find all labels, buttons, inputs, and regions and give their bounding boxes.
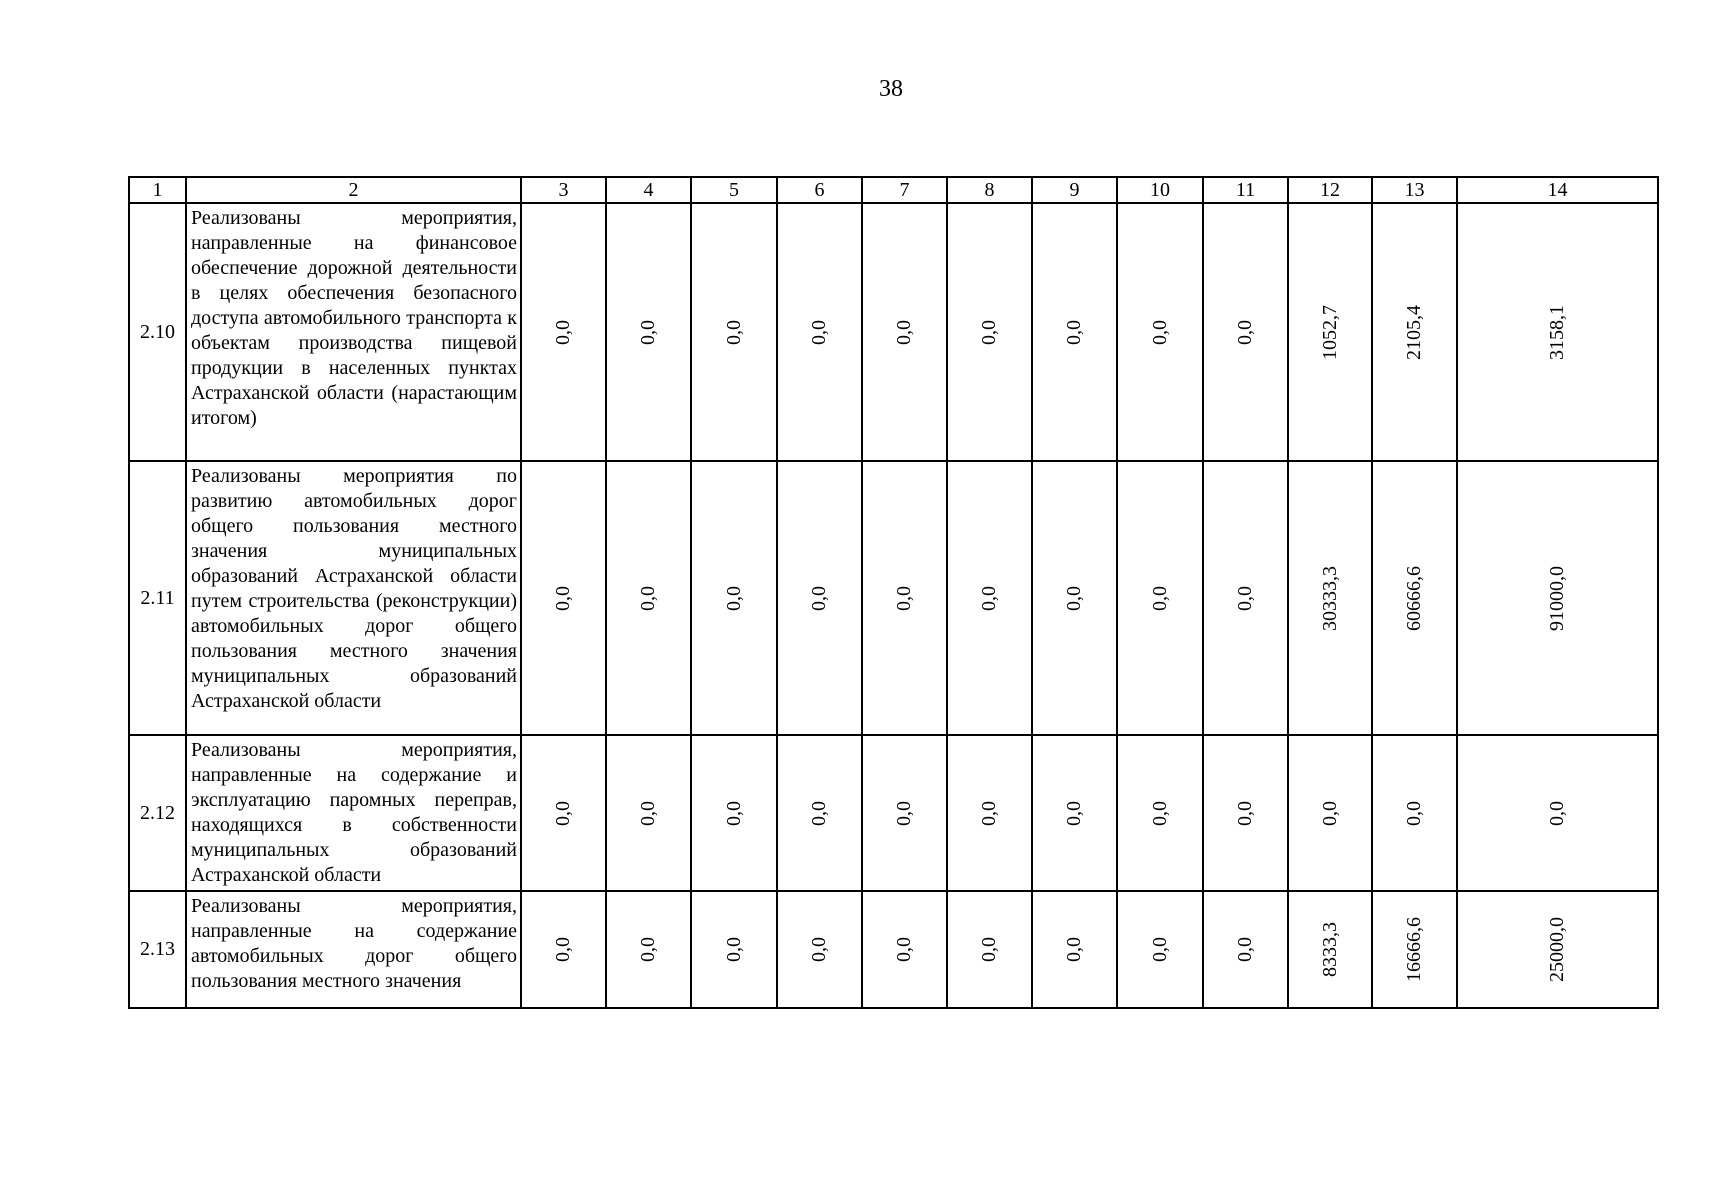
value-text: 0,0: [893, 585, 915, 611]
value-cell: [862, 735, 947, 891]
value-text: 0,0: [1148, 800, 1171, 826]
column-header: 12: [1288, 177, 1372, 203]
table-row: [129, 203, 1658, 461]
value-text: 0,0: [808, 585, 830, 611]
value-text: 2105,4: [1403, 304, 1425, 360]
value-text: 0,0: [808, 800, 830, 826]
value-text: 0,0: [1234, 937, 1256, 962]
value-cell: [777, 461, 862, 735]
value-text: 0,0: [978, 937, 1000, 962]
value-text: 0,0: [978, 800, 1000, 826]
value-text: 0,0: [1063, 319, 1085, 345]
value-text: 0,0: [893, 319, 915, 345]
value-cell: [1203, 461, 1288, 735]
value-cell: [1372, 891, 1457, 1008]
table-row: [129, 735, 1658, 891]
value-cell: [947, 735, 1032, 891]
value-text: 0,0: [637, 319, 659, 345]
value-cell: [1457, 891, 1658, 1008]
value-text: 0,0: [722, 800, 745, 826]
column-header: 10: [1117, 177, 1203, 203]
value-text: 0,0: [893, 800, 915, 826]
table-row: [129, 891, 1658, 1008]
value-text: 0,0: [1063, 585, 1085, 611]
value-text: 0,0: [1234, 585, 1256, 611]
value-cell: [862, 203, 947, 461]
value-text: 0,0: [637, 585, 659, 611]
value-cell: [1372, 461, 1457, 735]
table-row: [129, 461, 1658, 735]
value-cell: [521, 461, 606, 735]
value-cell: [1032, 891, 1117, 1008]
value-cell: [862, 461, 947, 735]
value-cell: [606, 203, 691, 461]
value-cell: [947, 461, 1032, 735]
value-text: 0,0: [1063, 800, 1085, 826]
value-cell: [1203, 735, 1288, 891]
page-number: 38: [879, 76, 903, 102]
value-text: 0,0: [1403, 800, 1425, 826]
value-cell: [1032, 203, 1117, 461]
value-cell: [1032, 461, 1117, 735]
value-text: 0,0: [552, 937, 574, 962]
value-cell: [521, 735, 606, 891]
row-description: Реализованы мероприятия, направленные на финансовое обеспечение дорожной деятельности в целях обеспечения безопасного доступа автомобильного транспорта к объектам производства пищевой продукции в населенных пунктах Астраханской области (нарастающим итогом): [186, 203, 521, 461]
value-text: 0,0: [1148, 937, 1171, 962]
value-text: 30333,3: [1318, 565, 1341, 631]
value-text: 0,0: [637, 800, 659, 826]
value-cell: [691, 891, 777, 1008]
value-text: 0,0: [978, 585, 1000, 611]
column-header: 2: [186, 177, 521, 203]
row-description: Реализованы мероприятия, направленные на содержание и эксплуатацию паромных переправ, находящихся в собственности муниципальных образований Астраханской области: [186, 735, 521, 891]
header-row: [129, 177, 1658, 203]
column-header: 8: [947, 177, 1032, 203]
value-text: 0,0: [1148, 319, 1171, 345]
value-cell: [1032, 735, 1117, 891]
value-cell: [1117, 735, 1203, 891]
value-cell: [947, 203, 1032, 461]
row-description: Реализованы мероприятия по развитию автомобильных дорог общего пользования местного значения муниципальных образований Астраханской области путем строительства (реконструкции) автомобильных дорог общего пользования местного значения муниципальных образований Астраханской области: [186, 461, 521, 735]
value-text: 0,0: [552, 585, 574, 611]
value-cell: [1117, 461, 1203, 735]
column-header: 1: [129, 177, 186, 203]
column-header: 11: [1203, 177, 1288, 203]
column-header: 6: [777, 177, 862, 203]
value-text: 0,0: [552, 319, 574, 345]
value-text: 0,0: [808, 319, 830, 345]
value-text: 0,0: [1063, 937, 1085, 962]
value-text: 0,0: [1318, 800, 1341, 826]
row-number: 2.13: [129, 891, 186, 1008]
value-cell: [691, 461, 777, 735]
row-description: Реализованы мероприятия, направленные на содержание автомобильных дорог общего пользования местного значения: [186, 891, 521, 1008]
value-cell: [777, 735, 862, 891]
value-text: 0,0: [722, 585, 745, 611]
value-cell: [1372, 735, 1457, 891]
value-cell: [1457, 461, 1658, 735]
value-text: 0,0: [1546, 800, 1568, 826]
value-cell: [1372, 203, 1457, 461]
column-header: 3: [521, 177, 606, 203]
value-cell: [606, 891, 691, 1008]
value-text: 0,0: [1234, 800, 1256, 826]
column-header: 13: [1372, 177, 1457, 203]
value-cell: [1117, 891, 1203, 1008]
value-cell: [1288, 203, 1372, 461]
value-cell: [1288, 735, 1372, 891]
value-cell: [691, 735, 777, 891]
value-text: 0,0: [552, 800, 574, 826]
value-cell: [521, 891, 606, 1008]
value-text: 3158,1: [1546, 304, 1568, 360]
value-text: 0,0: [722, 937, 745, 962]
column-header: 4: [606, 177, 691, 203]
value-text: 16666,6: [1403, 917, 1425, 982]
value-cell: [1203, 203, 1288, 461]
column-header: 7: [862, 177, 947, 203]
value-text: 60666,6: [1403, 565, 1425, 631]
value-cell: [1457, 735, 1658, 891]
value-text: 0,0: [808, 937, 830, 962]
column-header: 14: [1457, 177, 1658, 203]
value-cell: [947, 891, 1032, 1008]
indicator-table: [128, 176, 1659, 1009]
value-text: 0,0: [1234, 319, 1256, 345]
value-text: 91000,0: [1546, 565, 1568, 631]
value-cell: [1203, 891, 1288, 1008]
value-cell: [1288, 461, 1372, 735]
value-cell: [691, 203, 777, 461]
value-text: 0,0: [893, 937, 915, 962]
value-cell: [862, 891, 947, 1008]
column-header: 5: [691, 177, 777, 203]
value-text: 0,0: [637, 937, 659, 962]
value-cell: [777, 891, 862, 1008]
value-cell: [606, 735, 691, 891]
value-cell: [521, 203, 606, 461]
value-text: 1052,7: [1318, 304, 1341, 360]
value-text: 0,0: [722, 319, 745, 345]
value-text: 8333,3: [1318, 922, 1341, 977]
value-text: 0,0: [1148, 585, 1171, 611]
value-cell: [1457, 203, 1658, 461]
row-number: 2.12: [129, 735, 186, 891]
value-cell: [606, 461, 691, 735]
value-cell: [777, 203, 862, 461]
value-cell: [1117, 203, 1203, 461]
column-header: 9: [1032, 177, 1117, 203]
value-text: 25000,0: [1546, 917, 1568, 982]
row-number: 2.10: [129, 203, 186, 461]
value-text: 0,0: [978, 319, 1000, 345]
value-cell: [1288, 891, 1372, 1008]
row-number: 2.11: [129, 461, 186, 735]
